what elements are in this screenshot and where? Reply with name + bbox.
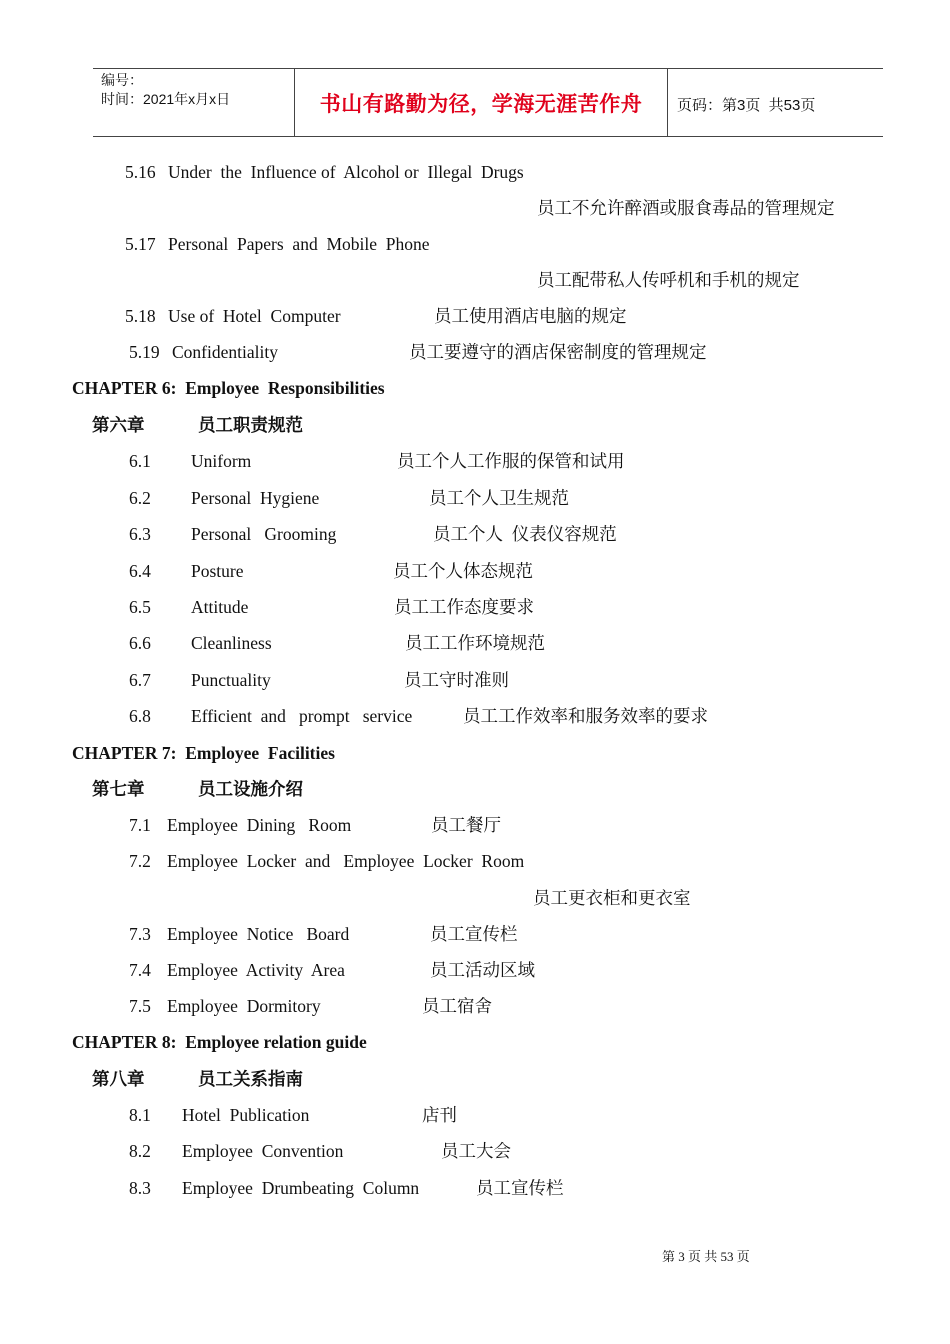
- toc-entry-number: 5.19: [129, 342, 160, 362]
- toc-entry-zh: 员工工作环境规范: [405, 633, 545, 653]
- toc-entry-number: 5.17: [125, 234, 156, 254]
- toc-entry-en: Personal Hygiene: [191, 488, 320, 508]
- toc-entry-en: Under the Influence of Alcohol or Illegal Drugs: [168, 162, 524, 182]
- toc-entry-zh: 员工餐厅: [431, 815, 501, 835]
- toc-entry-number: 7.4: [129, 960, 151, 980]
- toc-entry-number: 5.16: [125, 162, 156, 182]
- toc-entry-en: Employee Drumbeating Column: [182, 1178, 420, 1198]
- toc-entry-number: 7.1: [129, 815, 151, 835]
- chapter-title-en: CHAPTER 6: Employee Responsibilities: [72, 378, 385, 398]
- toc-entry-zh: 员工活动区域: [430, 960, 535, 980]
- toc-entry-number: 6.4: [129, 561, 151, 581]
- toc-entry-en: Employee Dormitory: [167, 996, 321, 1016]
- chapter-title-en: CHAPTER 7: Employee Facilities: [72, 743, 335, 763]
- toc-entry-number: 8.2: [129, 1141, 151, 1161]
- toc-entry-zh: 店刊: [422, 1105, 457, 1125]
- toc-entry-en: Efficient and prompt service: [191, 706, 413, 726]
- toc-entry-zh: 员工个人卫生规范: [429, 488, 569, 508]
- toc-entry-zh: 员工配带私人传呼机和手机的规定: [537, 270, 800, 290]
- chapter-title-zh: 员工职责规范: [198, 415, 303, 435]
- toc-entry-zh: 员工工作态度要求: [394, 597, 534, 617]
- toc-entry-number: 8.3: [129, 1178, 151, 1198]
- toc-entry-en: Uniform: [191, 451, 252, 471]
- toc-entry-zh: 员工守时准则: [404, 670, 509, 690]
- toc-entry-number: 6.6: [129, 633, 151, 653]
- toc-entry-number: 5.18: [125, 306, 156, 326]
- toc-entry-zh: 员工个人体态规范: [393, 561, 533, 581]
- toc-entry-zh: 员工宿舍: [422, 996, 492, 1016]
- toc-entry-number: 7.2: [129, 851, 151, 871]
- toc-entry-number: 6.2: [129, 488, 151, 508]
- toc-entry-en: Employee Activity Area: [167, 960, 345, 980]
- chapter-title-zh: 员工设施介绍: [198, 779, 303, 799]
- toc-entry-number: 6.7: [129, 670, 151, 690]
- toc-entry-zh: 员工个人 仪表仪容规范: [433, 524, 617, 544]
- chapter-title-zh-prefix: 第七章: [92, 779, 145, 799]
- toc-entry-en: Employee Notice Board: [167, 924, 350, 944]
- header-motto: 书山有路勤为径，学海无涯苦作舟: [319, 91, 643, 116]
- chapter-title-zh-prefix: 第六章: [92, 415, 145, 435]
- header-page-label: 页码：第3页 共53页: [677, 97, 816, 114]
- toc-entry-zh: 员工更衣柜和更衣室: [533, 888, 691, 908]
- toc-entry-en: Posture: [191, 561, 244, 581]
- chapter-title-zh: 员工关系指南: [198, 1069, 303, 1089]
- toc-entry-en: Use of Hotel Computer: [168, 306, 341, 326]
- toc-entry-en: Personal Grooming: [191, 524, 337, 544]
- toc-entry-en: Employee Locker and Employee Locker Room: [167, 851, 525, 871]
- toc-entry-en: Punctuality: [191, 670, 271, 690]
- toc-entry-number: 8.1: [129, 1105, 151, 1125]
- toc-entry-number: 7.5: [129, 996, 151, 1016]
- toc-entry-number: 6.8: [129, 706, 151, 726]
- toc-entry-en: Personal Papers and Mobile Phone: [168, 234, 430, 254]
- toc-entry-number: 7.3: [129, 924, 151, 944]
- toc-entry-en: Hotel Publication: [182, 1105, 310, 1125]
- toc-entry-zh: 员工要遵守的酒店保密制度的管理规定: [409, 342, 707, 362]
- serial-label: 编号：: [101, 72, 143, 88]
- chapter-title-zh-prefix: 第八章: [92, 1069, 145, 1089]
- toc-entry-en: Employee Convention: [182, 1141, 344, 1161]
- toc-entry-en: Attitude: [191, 597, 249, 617]
- time-label: 时间：2021年x月x日: [101, 91, 231, 107]
- toc-entry-zh: 员工宣传栏: [476, 1178, 564, 1198]
- toc-entry-zh: 员工个人工作服的保管和试用: [397, 451, 625, 471]
- document-header: [93, 68, 883, 137]
- page-footer: 第 3 页 共 53 页: [662, 1249, 750, 1264]
- toc-entry-en: Confidentiality: [172, 342, 278, 362]
- toc-entry-zh: 员工大会: [441, 1141, 511, 1161]
- toc-entry-number: 6.5: [129, 597, 151, 617]
- header-divider: [667, 69, 668, 136]
- toc-entry-zh: 员工宣传栏: [430, 924, 518, 944]
- toc-entry-number: 6.1: [129, 451, 151, 471]
- toc-entry-zh: 员工不允许醉酒或服食毒品的管理规定: [537, 198, 835, 218]
- toc-entry-en: Employee Dining Room: [167, 815, 352, 835]
- toc-entry-zh: 员工工作效率和服务效率的要求: [463, 706, 708, 726]
- toc-entry-number: 6.3: [129, 524, 151, 544]
- toc-entry-en: Cleanliness: [191, 633, 272, 653]
- chapter-title-en: CHAPTER 8: Employee relation guide: [72, 1032, 367, 1052]
- header-meta: [101, 71, 293, 109]
- toc-entry-zh: 员工使用酒店电脑的规定: [434, 306, 627, 326]
